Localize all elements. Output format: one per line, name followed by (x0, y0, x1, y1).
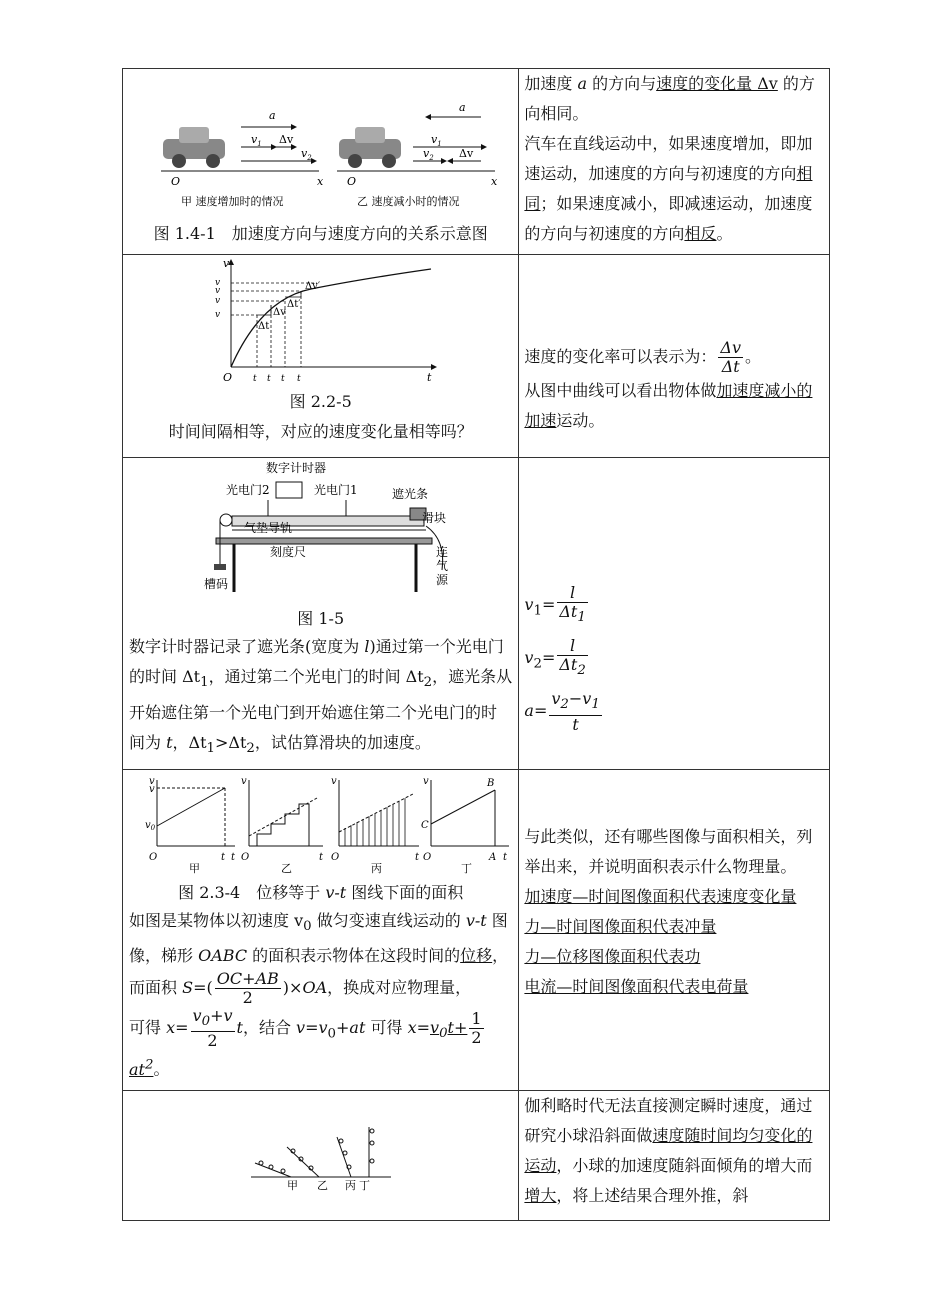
answer-velocity-change: 速度的变化量 Δv (656, 74, 778, 93)
j-v: v (148, 776, 155, 787)
sub: 2 (423, 675, 433, 691)
t: v (524, 648, 534, 668)
frac-avg (191, 1007, 235, 1050)
j-t1: t (220, 852, 225, 863)
t: v-t (465, 911, 487, 930)
rate-num: Δv (720, 338, 742, 357)
label-a-right: a (458, 101, 466, 114)
d-o: O (422, 852, 431, 863)
num: l (557, 584, 587, 603)
answer-opposite: 相反 (684, 224, 717, 243)
row-vt-area (123, 770, 830, 1091)
label-dt: Δt (257, 321, 269, 332)
label-v4: v (214, 278, 220, 288)
t: )× (282, 978, 303, 998)
var-a: a (577, 74, 588, 93)
t: a (524, 701, 534, 721)
label-weight: 槽码 (203, 577, 228, 591)
label-dt-prime: Δt′ (286, 299, 301, 310)
d-A: A (488, 852, 496, 863)
label-v3: v (214, 286, 220, 296)
rate-label: 速度的变化率可以表示为： (524, 347, 717, 366)
label-gate1: 光电门1 (313, 483, 358, 497)
t: ，小球的加速度随斜面倾角的增大而 (556, 1156, 813, 1175)
sub: 2 (577, 663, 586, 679)
num: l (557, 637, 587, 656)
label-yi: 乙 (280, 862, 292, 874)
t: 图 2.3-4 位移等于 (178, 883, 326, 902)
car-velocity-diagram (141, 89, 501, 219)
label-v2-sub: 2 (306, 154, 312, 162)
row5-paragraph (524, 1091, 825, 1211)
content-table (122, 68, 830, 1221)
label-a-left: a (268, 109, 276, 122)
t: >Δt (215, 733, 247, 753)
row2-figure-cell (123, 255, 519, 458)
answer-item-1: 加速度—时间图像面积代表速度变化量 (524, 887, 797, 906)
frac-a (549, 690, 601, 733)
car-left (163, 127, 225, 168)
row3-problem (123, 632, 518, 764)
row-galileo (123, 1091, 830, 1221)
label-dv-right: Δv (458, 147, 473, 160)
t: v-t (325, 883, 347, 902)
row5-text-cell (519, 1091, 830, 1221)
t: ，而面积 (129, 946, 509, 998)
t: OA (302, 978, 328, 998)
t: v (524, 595, 534, 615)
t: 如图是某物体以初速度 v (129, 911, 304, 930)
t: =( (193, 978, 213, 998)
vt-curve-graph (201, 259, 441, 389)
t: ，试估算滑块的加速度。 (254, 733, 431, 753)
b-t: t (414, 852, 419, 863)
t: at (129, 1059, 145, 1079)
label-t3: t (280, 374, 285, 384)
d-B: B (486, 778, 495, 789)
t: = (541, 595, 556, 615)
t: 图像，梯形 (129, 911, 508, 966)
t: S (182, 978, 194, 998)
row4-text-cell (519, 770, 830, 1091)
y-t: t (318, 852, 323, 863)
row4-figure-cell (123, 770, 519, 1091)
t: 。 (153, 1059, 170, 1079)
label-v1-right: v (430, 133, 437, 146)
j-v0-sub: 0 (150, 824, 155, 832)
t: ，将上述结果合理外推，斜 (556, 1186, 749, 1205)
var-l: l (364, 637, 370, 656)
j-v0: v (144, 820, 151, 831)
formula-v1 (524, 584, 825, 627)
d-C: C (420, 820, 429, 831)
label-ding: 丁 (460, 862, 472, 874)
row-acceleration-direction (123, 69, 830, 255)
car-right (339, 127, 401, 168)
label-t4: t (296, 374, 301, 384)
label-shade: 遮光条 (391, 487, 428, 501)
label-air-2: 气 (435, 559, 448, 573)
y-o: O (240, 852, 249, 863)
label-dv-prime: Δv′ (304, 281, 320, 292)
t: OABC (198, 946, 248, 966)
row2-text-cell (519, 255, 830, 458)
row4-text (123, 906, 518, 1084)
sub: 1 (533, 603, 542, 619)
den (557, 603, 587, 627)
frac-v2 (557, 637, 587, 680)
figure-caption-1-4-1: 图 1.4-1 加速度方向与速度方向的关系示意图 (153, 224, 488, 243)
label-v1-sub-right: 1 (436, 140, 442, 148)
label-t1: t (252, 374, 257, 384)
num (191, 1007, 235, 1032)
t: = (175, 1018, 189, 1038)
answer-increase: 增大 (524, 1186, 557, 1205)
label-v2-sub-right: 2 (428, 154, 434, 162)
svg-text:v1 (251, 133, 262, 148)
t: )通过第一个光电门的时间 Δt (129, 637, 504, 686)
sub: 1 (200, 675, 209, 691)
sup: 2 (144, 1057, 154, 1073)
t: 的方向相同。 (524, 74, 815, 123)
t: = (533, 701, 548, 721)
num: OC+AB (216, 969, 279, 989)
rate-fraction (718, 339, 743, 376)
frac-area (215, 970, 281, 1007)
figure-caption-2-3-4 (123, 880, 518, 906)
d-t: t (502, 852, 507, 863)
t: ，通过第二个光电门的时间 Δt (208, 667, 424, 686)
label-yi: 乙 (316, 1178, 328, 1191)
formula-a (524, 690, 825, 733)
sub: 1 (577, 610, 586, 626)
label-t2: t (266, 374, 271, 384)
label-v2-right: v (422, 147, 429, 160)
row3-figure-cell (123, 458, 519, 770)
sub: 2 (246, 741, 255, 757)
label-v2: v (214, 296, 220, 306)
answer-uniform-change: 速度随时间均匀变化的运动 (524, 1126, 813, 1175)
answer-same: 相同 (524, 164, 813, 213)
label-o-right: O (346, 175, 356, 188)
row4-question: 与此类似，还有哪些图像与面积相关，列举出来，并说明面积表示什么物理量。 (524, 827, 813, 876)
t: Δt (559, 655, 578, 675)
t: = (541, 648, 556, 668)
t: ；如果速度减小，即减速运动，加速度的方向与初速度的方向 (524, 194, 813, 243)
j-v2: v (148, 784, 155, 795)
row1-paragraph-1 (524, 69, 825, 129)
t: Δt (559, 602, 578, 621)
label-v1-left: v (250, 133, 257, 146)
t: + (453, 1018, 468, 1038)
label-v2-left: v (300, 147, 307, 160)
label-air-3: 源 (435, 573, 448, 587)
label-jia: 甲 (286, 1178, 298, 1191)
label-x-left: x (316, 175, 323, 188)
figure-caption-2-2-5: 图 2.2-5 (289, 392, 352, 411)
t: +at (336, 1018, 366, 1038)
t: ，结合 (242, 1018, 297, 1038)
answer-displacement: 位移 (460, 946, 493, 966)
inclined-plane-sketch (251, 1121, 391, 1191)
row-air-track (123, 458, 830, 770)
d-v: v (422, 776, 429, 787)
t: t (236, 1018, 243, 1038)
row3-formula-cell (519, 458, 830, 770)
j-t: t (230, 852, 235, 863)
t: x= (407, 1018, 431, 1038)
row5-figure-cell (123, 1091, 519, 1221)
t: 数字计时器记录了遮光条(宽度为 (129, 637, 365, 656)
answer-item-3: 力—位移图像面积代表功 (524, 947, 701, 966)
t: +v (210, 1006, 233, 1026)
frac-half (469, 1010, 483, 1047)
t: − (568, 689, 583, 709)
label-air-1: 连 (435, 545, 448, 559)
label-bing: 丙 (344, 1178, 356, 1191)
label-x-right: x (490, 175, 497, 188)
t: 。 (716, 224, 733, 243)
sub: 0 (303, 919, 312, 935)
b-o: O (330, 852, 339, 863)
answer-item-2: 力—时间图像面积代表冲量 (524, 917, 717, 936)
sub: 2 (560, 697, 569, 713)
sub: 1 (591, 697, 600, 713)
den (557, 656, 587, 680)
t: 加速度 (524, 74, 578, 93)
axis-v: v (222, 259, 229, 270)
label-slider: 滑块 (421, 511, 446, 525)
label-dv-left: Δv (278, 133, 293, 146)
t: v=v (296, 1018, 328, 1038)
row2-paragraph-2 (524, 376, 825, 436)
t: 可得 (129, 1018, 167, 1038)
answer-decreasing-acceleration: 加速度减小的加速 (524, 381, 813, 430)
t: ，Δt (172, 733, 207, 753)
axis-t: t (426, 371, 432, 384)
t: v (430, 1018, 440, 1038)
label-o-left: O (170, 175, 180, 188)
row2-question: 时间间隔相等，对应的速度变化量相等吗？ (168, 422, 473, 441)
air-track-apparatus (186, 460, 456, 600)
label-jia: 甲 (188, 862, 200, 874)
num (549, 690, 601, 715)
t: x (166, 1018, 176, 1038)
t: 的面积表示物体在这段时间的 (247, 946, 461, 966)
row-vt-curve (123, 255, 830, 458)
answer-item-4: 电流—时间图像面积代表电荷量 (524, 977, 749, 996)
t: 可得 (365, 1018, 408, 1038)
svg-text:v2 (423, 147, 434, 162)
svg-text:v1 (431, 133, 442, 148)
label-origin: O (222, 371, 232, 384)
var-t: t (166, 733, 173, 753)
j-o: O (148, 852, 157, 863)
label-ruler: 刻度尺 (269, 545, 306, 559)
den: 2 (471, 1028, 482, 1048)
rate-den: Δt (721, 357, 740, 376)
t: t (447, 1018, 454, 1038)
rate-expression (524, 339, 825, 376)
sub: 0 (327, 1026, 337, 1042)
t: 伽利略时代无法直接测定瞬时速度，通过研究小球沿斜面做 (524, 1096, 813, 1145)
sub: 2 (533, 656, 542, 672)
t: 从图中曲线可以看出物体做 (524, 381, 717, 400)
caption-right: 乙 速度减小时的情况 (356, 195, 460, 208)
sub: 0 (201, 1014, 211, 1030)
svg-text:v2 (301, 147, 312, 162)
t: 的方向与 (587, 74, 657, 93)
label-rail: 气垫导轨 (243, 521, 292, 535)
label-dv: Δv (272, 307, 286, 318)
label-timer: 数字计时器 (265, 461, 326, 475)
den: 2 (242, 988, 253, 1008)
t: 。 (745, 347, 762, 366)
b-v: v (330, 776, 337, 787)
t: ，遮光条从开始遮住第一个光电门到开始遮住第二个光电门的时间为 (129, 667, 513, 753)
formula-v2 (524, 637, 825, 680)
label-gate2: 光电门2 (225, 483, 270, 497)
t: 做匀变速直线运动的 (311, 911, 466, 930)
row1-text-cell (519, 69, 830, 255)
label-v1: v (214, 310, 220, 320)
sub: 1 (206, 741, 216, 757)
den: t (572, 714, 579, 734)
t: v (582, 689, 592, 709)
caption-left: 甲 速度增加时的情况 (180, 195, 284, 208)
vt-area-graphs (131, 774, 511, 874)
frac-v1 (557, 584, 587, 627)
t: v (192, 1006, 202, 1026)
row1-figure-cell (123, 69, 519, 255)
label-v1-sub: 1 (256, 140, 262, 148)
sub: 0 (439, 1026, 448, 1042)
t: 运动。 (556, 411, 605, 430)
y-v: v (240, 776, 247, 787)
svg-text:v0 (145, 820, 156, 832)
figure-caption-1-5: 图 1-5 (297, 609, 345, 628)
t: 汽车在直线运动中，如果速度增加，即加速运动，加速度的方向与初速度的方向 (524, 134, 813, 183)
den: 2 (207, 1031, 218, 1051)
label-ding: 丁 (358, 1178, 370, 1191)
t: 图线下面的面积 (346, 883, 464, 902)
num: 1 (471, 1009, 482, 1029)
t: v (551, 689, 561, 709)
row1-paragraph-2 (524, 129, 825, 249)
label-bing: 丙 (370, 862, 382, 874)
t: ，换成对应物理量， (327, 978, 472, 998)
